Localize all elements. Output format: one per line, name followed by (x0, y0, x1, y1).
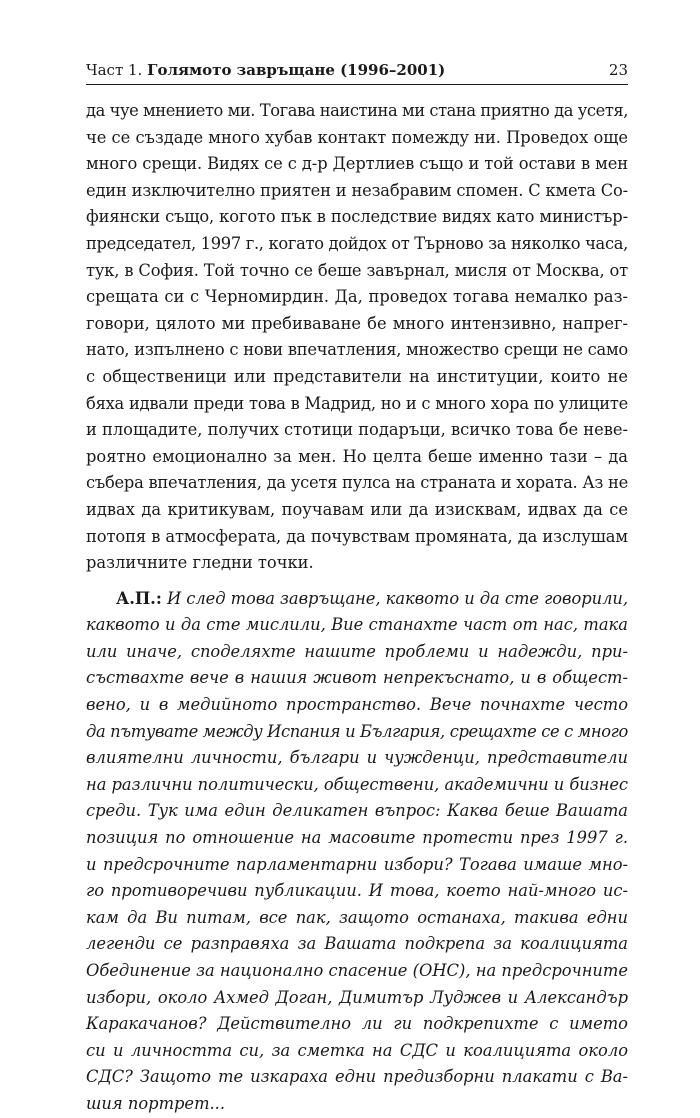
text-line: бяха идвали преди това в Мадрид, но и с много хора по улиците (86, 393, 628, 413)
text-line: срещата си с Черномирдин. Да, проведох тогава немалко раз- (86, 287, 628, 307)
text-line: един изключително приятен и незабравим спомен. С кмета Со- (86, 180, 628, 200)
text-line: фиянски също, когото пък в последствие видях като министър- (86, 207, 628, 227)
header-chapter-title: Голямото завръщане (1996–2001) (147, 61, 446, 79)
text-line: говори, цялото ми пребиваване бе много интензивно, напрег- (86, 313, 628, 333)
text-line: си и личността си, за сметка на СДС и коалицията около (86, 1040, 628, 1060)
text-line: Обединение за национално спасение (ОНС), на предсрочните (86, 961, 628, 980)
text-line: да чуе мнението ми. Тогава наистина ми стана приятно да усетя, (86, 101, 628, 120)
text-line: СДС? Защото те изкараха едни предизборни плакати с Ва- (86, 1067, 628, 1087)
text-line: нато, изпълнено с нови впечатления, множество срещи не само (86, 340, 628, 360)
text-line: го противоречиви публикации. И това, което най-много ис- (86, 881, 628, 901)
text-line: влиятелни личности, българи и чужденци, представители (86, 748, 628, 768)
text-line: идвах да критикувам, поучавам или да изисквам, идвах да се (86, 499, 628, 519)
text-line: потопя в атмосферата, да почувствам промяната, да изслушам (86, 526, 629, 546)
paragraph-narrative (86, 98, 628, 577)
text-line: с общественици или представители на институции, които не (86, 366, 628, 386)
text-line: вено, и в медийното пространство. Вече почнахте често (86, 695, 628, 715)
text-line: шия портрет... (86, 1093, 226, 1113)
text-line: кам да Ви питам, все пак, защото останаха, такива едни (86, 907, 628, 927)
text-line: и предсрочните парламентарни избори? Тогава имаше мно- (86, 854, 628, 874)
text-line: председател, 1997 г., когато дойдох от Търново за няколко часа, (86, 233, 629, 253)
running-header-title (86, 60, 445, 80)
text-line: легенди се разправяха за Вашата подкрепа за коалицията (86, 934, 628, 954)
question-first-line-text: И след това завръщане, каквото и да сте говорили, (166, 588, 628, 608)
text-line: Каракачанов? Действително ли ги подкрепихте с името (86, 1014, 628, 1034)
text-line: и площадите, получих стотици подаръци, всичко това бе неве- (86, 420, 629, 440)
text-line: избори, около Ахмед Доган, Димитър Луджев и Александър (86, 987, 628, 1007)
header-divider (86, 84, 628, 85)
header-part-label: Част 1. (86, 61, 143, 79)
text-line: тук, в София. Той точно се беше завърнал, мисля от Москва, от (86, 260, 628, 280)
text-line: да пътувате между Испания и България, срещахте се с много (86, 721, 628, 741)
text-line: на различни политически, обществени, академични и бизнес (86, 774, 629, 794)
text-line: позиция по отношение на масовите протести през 1997 г. (86, 828, 628, 848)
page-number: 23 (608, 61, 628, 79)
text-line: различните гледни точки. (86, 553, 314, 573)
running-header (86, 58, 628, 82)
paragraph-interview-question (86, 586, 628, 1118)
text-line: съствахте вече в нашия живот непрекъснато, и в общест- (86, 668, 628, 688)
text-line: или иначе, споделяхте нашите проблеми и надежди, при- (86, 641, 628, 661)
question-first-line (86, 586, 628, 613)
text-line: каквото и да сте мислили, Вие станахте част от нас, така (86, 615, 628, 635)
text-line: роятно емоционално за мен. Но целта беше именно тази – да (86, 446, 628, 466)
text-line: среди. Тук има един деликатен въпрос: Каква беше Вашата (86, 801, 628, 821)
body-text (86, 98, 628, 1118)
text-line: събера впечатления, да усетя пулса на страната и хората. Аз не (86, 473, 629, 493)
speaker-label: А.П.: (116, 588, 162, 608)
text-line: много срещи. Видях се с д-р Дертлиев също и той остави в мен (86, 154, 629, 174)
text-line: че се създаде много хубав контакт помежду ни. Проведох още (86, 127, 628, 147)
